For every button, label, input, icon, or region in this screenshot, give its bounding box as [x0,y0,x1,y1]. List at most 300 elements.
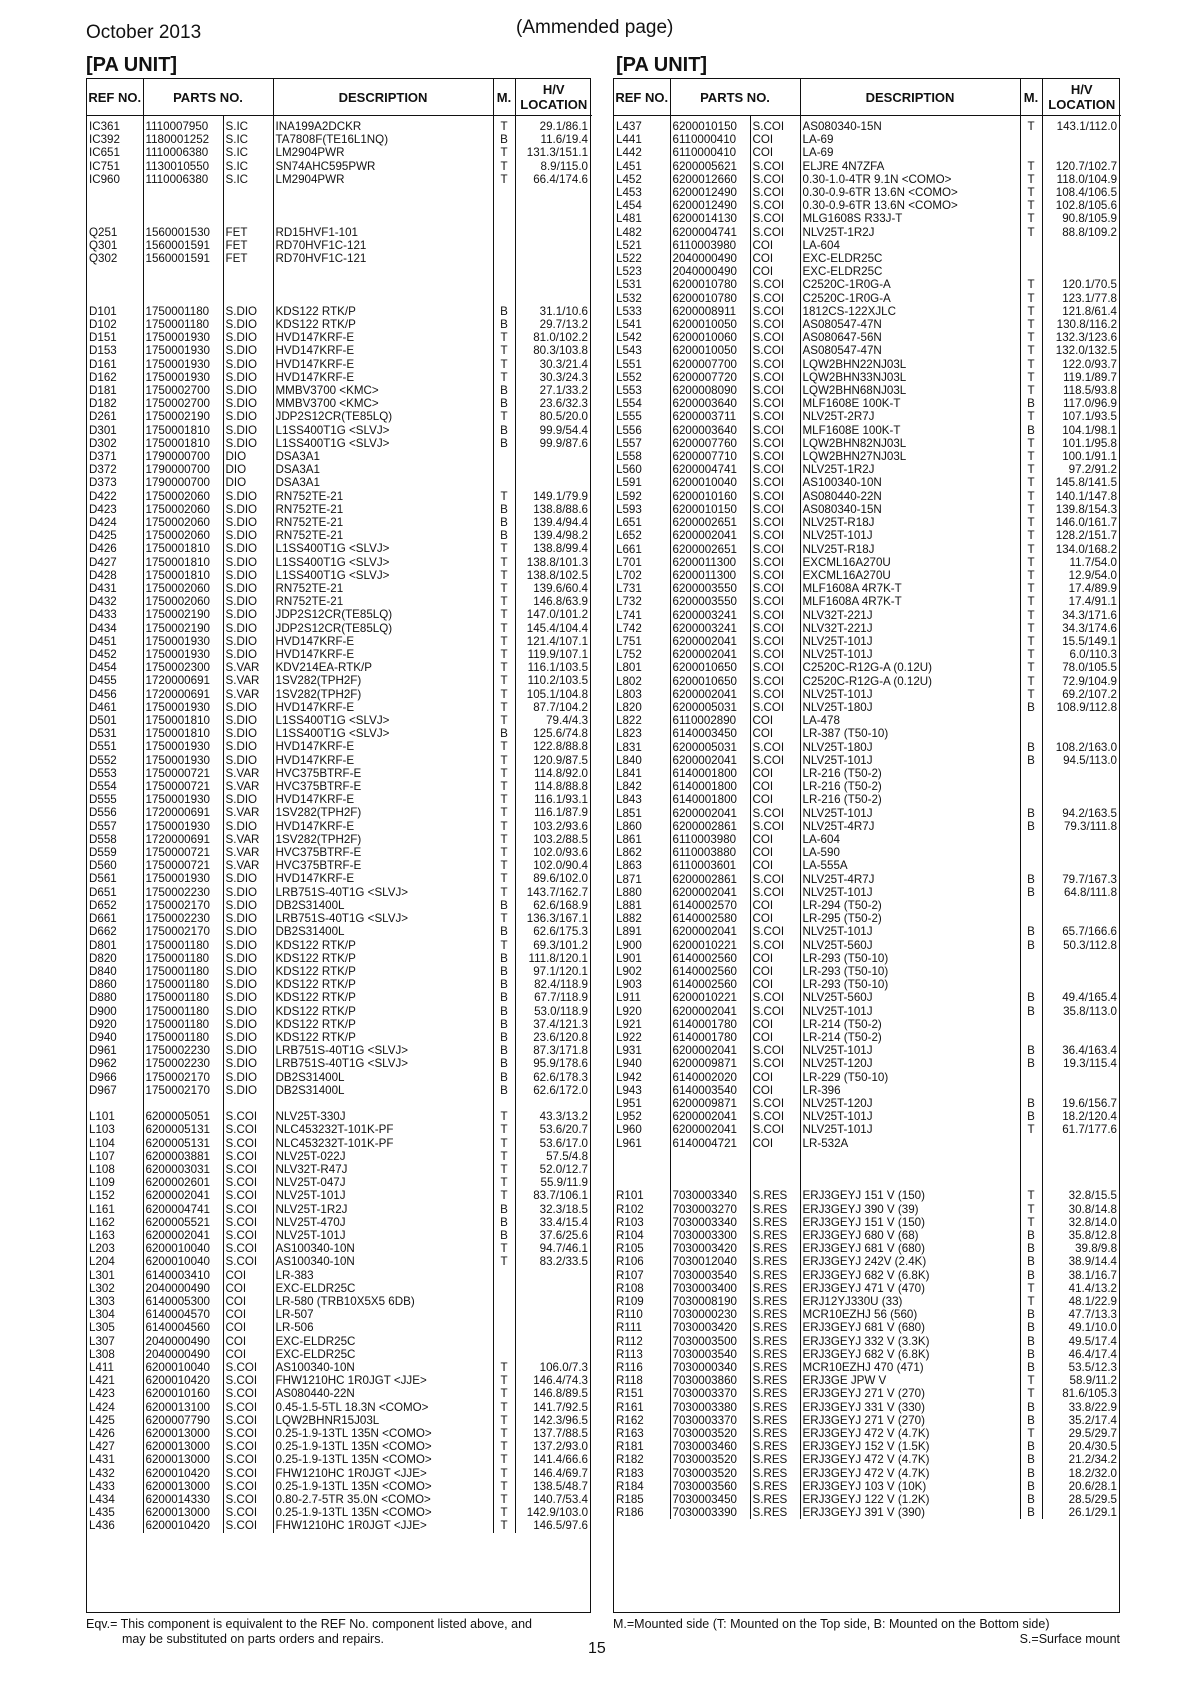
hv-location-cell: 61.7/177.6 [1062,1123,1118,1137]
description-cell: LRB751S-40T1G <SLVJ> [273,886,493,899]
mounted-side-cell: T [493,1163,515,1176]
parts-type-cell: S.DIO [223,331,273,344]
parts-no-cell: 1110007950 [143,116,223,134]
hv-location-cell: 30.3/21.4 [539,357,589,371]
description-cell [800,1176,1020,1189]
parts-type-cell: S.RES [750,1295,800,1308]
table-row [87,1071,592,1084]
ref-no-cell [87,212,143,225]
table-row [87,186,592,199]
mounted-side-cell: B [493,133,515,146]
parts-type-cell: COI [223,1269,273,1282]
ref-no-cell: L841 [614,767,670,780]
hv-location-cell: 46.4/17.4 [1068,1347,1118,1361]
parts-type-cell: S.IC [223,160,273,173]
mounted-side-cell: T [493,582,515,595]
parts-no-cell: 1750002230 [143,912,223,925]
ref-no-cell: L558 [614,450,670,463]
parts-type-cell: S.COI [750,1044,800,1057]
description-cell: EXC-ELDR25C [273,1335,493,1348]
description-cell: DB2S31400L [273,1071,493,1084]
mounted-side-cell: B [1020,1440,1042,1453]
table-row [87,1374,592,1387]
col-header-location: H/V LOCATION [515,79,592,116]
mounted-side-cell [1020,727,1042,740]
hv-location-cell [1042,239,1121,252]
table-header-row [87,79,592,116]
hv-location-cell: 50.3/112.8 [1063,938,1118,952]
ref-no-cell: D554 [87,780,143,793]
hv-location-cell: 23.6/120.8 [533,1030,589,1044]
parts-no-cell: 1750001930 [143,635,223,648]
hv-location-cell: 102.0/90.4 [533,859,589,873]
ref-no-cell: D551 [87,740,143,753]
table-row [87,978,592,991]
parts-no-cell: 1750001930 [143,740,223,753]
parts-type-cell: COI [750,146,800,159]
mounted-side-cell: T [493,635,515,648]
hv-location-cell [515,199,592,212]
hv-location-cell [515,1269,592,1282]
ref-no-cell: L961 [614,1137,670,1150]
table-row [614,410,1121,423]
ref-no-cell: R103 [614,1216,670,1229]
table-row [87,1084,592,1097]
hv-location-cell [515,252,592,265]
hv-location-cell: 123.1/77.8 [1062,291,1118,305]
mounted-side-cell: T [1020,635,1042,648]
hv-location-cell: 143.7/162.7 [526,885,589,899]
ref-no-cell: L453 [614,186,670,199]
description-cell: RN752TE-21 [273,529,493,542]
hv-location-cell: 138.8/101.3 [526,555,589,569]
hv-location-cell: 12.9/54.0 [1068,568,1118,582]
hv-location-cell [1042,978,1121,991]
ref-no-cell: R116 [614,1361,670,1374]
table-row [614,331,1121,344]
parts-type-cell: S.COI [750,160,800,173]
parts-type-cell: S.COI [750,397,800,410]
mounted-side-cell: B [1020,1005,1042,1018]
description-cell: 0.25-1.9-13TL 135N <COMO> [273,1453,493,1466]
parts-no-cell: 7030003540 [670,1348,750,1361]
hv-location-cell: 103.2/93.6 [533,819,589,833]
table-row [614,1255,1121,1268]
mounted-side-cell: T [493,886,515,899]
description-cell: DSA3A1 [273,476,493,489]
table-row [87,476,592,489]
table-row [614,1110,1121,1123]
hv-location-cell: 62.6/168.9 [533,898,589,912]
table-row [614,116,1121,134]
parts-type-cell: S.RES [750,1493,800,1506]
description-cell: LR-293 (T50-10) [800,978,1020,991]
hv-location-cell: 80.3/103.8 [533,344,589,358]
parts-type-cell: S.COI [750,701,800,714]
table-row [87,410,592,423]
description-cell: AS100340-10N [273,1361,493,1374]
hv-location-cell [1042,952,1121,965]
parts-type-cell: S.DIO [223,542,273,555]
table-row [87,965,592,978]
parts-no-cell: 6110000410 [670,146,750,159]
mounted-side-cell: B [493,437,515,450]
parts-type-cell: S.DIO [223,344,273,357]
table-row [614,476,1121,489]
mounted-side-cell: B [1020,939,1042,952]
description-cell: MLF1608E 100K-T [800,397,1020,410]
mounted-side-cell: B [1020,807,1042,820]
parts-no-cell: 1750001810 [143,542,223,555]
table-row [614,595,1121,608]
mounted-side-cell: T [493,344,515,357]
hv-location-cell [1042,767,1121,780]
mounted-side-cell: T [1020,595,1042,608]
hv-location-cell: 106.0/7.3 [539,1360,589,1374]
mounted-side-cell [493,265,515,278]
table-row [87,1361,592,1374]
parts-type-cell: COI [750,239,800,252]
parts-type-cell: S.COI [223,1255,273,1268]
ref-no-cell: D423 [87,503,143,516]
description-cell: LQW2BHNR15J03L [273,1414,493,1427]
table-row [87,1110,592,1123]
parts-type-cell: S.DIO [223,952,273,965]
description-cell: LRB751S-40T1G <SLVJ> [273,912,493,925]
parts-no-cell: 6200003550 [670,595,750,608]
parts-no-cell: 7030000230 [670,1308,750,1321]
mounted-side-cell: T [493,1110,515,1123]
ref-no-cell: L902 [614,965,670,978]
table-row [614,846,1121,859]
parts-no-cell: 6200002601 [143,1176,223,1189]
description-cell: LQW2BHN27NJ03L [800,450,1020,463]
ref-no-cell: D559 [87,846,143,859]
mounted-side-cell [493,212,515,225]
description-cell: DB2S31400L [273,925,493,938]
ref-no-cell [87,186,143,199]
hv-location-cell [515,212,592,225]
ref-no-cell: R111 [614,1321,670,1334]
parts-type-cell: S.DIO [223,556,273,569]
description-cell: NLC453232T-101K-PF [273,1137,493,1150]
table-row [87,1176,592,1189]
parts-no-cell: 6140001800 [670,780,750,793]
parts-type-cell: COI [750,727,800,740]
parts-type-cell: COI [750,1031,800,1044]
table-row [614,252,1121,265]
table-row [87,1057,592,1070]
parts-no-cell: 1750001180 [143,1018,223,1031]
hv-location-cell [1042,265,1121,278]
ref-no-cell: L452 [614,173,670,186]
parts-type-cell: S.RES [750,1229,800,1242]
parts-no-cell: 6140001800 [670,767,750,780]
description-cell: L1SS400T1G <SLVJ> [273,727,493,740]
parts-type-cell: S.COI [750,661,800,674]
description-cell: NLV25T-1R2J [800,463,1020,476]
mounted-side-cell: B [1020,1097,1042,1110]
parts-type-cell: COI [223,1295,273,1308]
mounted-side-cell [493,1282,515,1295]
description-cell: NLV25T-1R2J [800,226,1020,239]
parts-type-cell: S.RES [750,1255,800,1268]
description-cell: HVC375BTRF-E [273,846,493,859]
parts-no-cell: 7030000340 [670,1361,750,1374]
parts-type-cell [223,186,273,199]
table-row [87,384,592,397]
table-row [614,344,1121,357]
ref-no-cell: D425 [87,529,143,542]
ref-no-cell: L435 [87,1506,143,1519]
hv-location-cell [515,186,592,199]
table-row [614,780,1121,793]
parts-type-cell: S.COI [223,1427,273,1440]
description-cell: LQW2BHN33NJ03L [800,371,1020,384]
parts-type-cell: COI [223,1282,273,1295]
parts-no-cell: 1750002060 [143,595,223,608]
parts-no-cell: 6140002560 [670,978,750,991]
table-row [87,437,592,450]
hv-location-cell [515,239,592,252]
description-cell: HVD147KRF-E [273,820,493,833]
mounted-side-cell: B [493,899,515,912]
mounted-side-cell [493,476,515,489]
parts-no-cell: 1720000691 [143,674,223,687]
parts-type-cell: S.COI [223,1506,273,1519]
parts-no-cell: 7030003520 [670,1453,750,1466]
ref-no-cell: R162 [614,1414,670,1427]
ref-no-cell: L433 [87,1480,143,1493]
description-cell: NLV25T-101J [800,1044,1020,1057]
hv-location-cell: 41.4/13.2 [1068,1281,1118,1295]
hv-location-cell: 81.0/102.2 [533,331,589,345]
parts-no-cell: 6200010160 [670,490,750,503]
description-cell: NLV25T-120J [800,1057,1020,1070]
description-cell: L1SS400T1G <SLVJ> [273,424,493,437]
table-row [87,780,592,793]
parts-type-cell [223,212,273,225]
parts-type-cell: S.COI [750,305,800,318]
parts-type-cell: S.DIO [223,318,273,331]
parts-type-cell: S.DIO [223,635,273,648]
mounted-side-cell: T [493,1150,515,1163]
ref-no-cell: L425 [87,1414,143,1427]
table-row [614,675,1121,688]
parts-type-cell: S.RES [750,1189,800,1202]
description-cell: HVC375BTRF-E [273,780,493,793]
description-cell [273,199,493,212]
description-cell: MMBV3700 <KMC> [273,397,493,410]
table-row [614,873,1121,886]
hv-location-cell: 120.9/87.5 [533,753,589,767]
table-row [614,1335,1121,1348]
hv-location-cell: 23.6/32.3 [539,397,589,411]
table-row [87,846,592,859]
parts-type-cell: S.DIO [223,608,273,621]
description-cell: NLV25T-120J [800,1097,1020,1110]
description-cell: FHW1210HC 1R0JGT <JJE> [273,1374,493,1387]
parts-type-cell: S.COI [223,1229,273,1242]
hv-location-cell: 146.5/97.6 [533,1519,589,1533]
ref-no-cell: D900 [87,1005,143,1018]
parts-no-cell: 6200002041 [670,807,750,820]
ref-no-cell: L557 [614,437,670,450]
mounted-side-cell: T [493,1123,515,1136]
table-row [87,767,592,780]
mounted-side-cell: T [1020,622,1042,635]
description-cell: MLG1608S R33J-T [800,212,1020,225]
parts-no-cell: 6200007790 [143,1414,223,1427]
table-row [614,622,1121,635]
mounted-side-cell [1020,239,1042,252]
header-date: October 2013 [86,22,202,43]
parts-no-cell: 6200011300 [670,556,750,569]
parts-no-cell: 6200014330 [143,1493,223,1506]
description-cell: C2520C-R12G-A (0.12U) [800,675,1020,688]
description-cell: NLV25T-101J [800,635,1020,648]
parts-type-cell: S.COI [750,1110,800,1123]
description-cell: LQW2BHN22NJ03L [800,358,1020,371]
hv-location-cell: 142.3/96.5 [533,1413,589,1427]
table-row [87,1427,592,1440]
description-cell: NLV25T-2R7J [800,410,1020,423]
footer-mounted-note [613,1617,1120,1647]
parts-type-cell: COI [223,1348,273,1361]
description-cell: FHW1210HC 1R0JGT <JJE> [273,1519,493,1532]
parts-no-cell: 6200003031 [143,1163,223,1176]
mounted-side-cell: T [1020,476,1042,489]
table-row [614,1401,1121,1414]
table-row [614,133,1121,146]
description-cell: LA-69 [800,133,1020,146]
col-header-location: H/V LOCATION [1042,79,1121,116]
mounted-side-cell: T [493,1361,515,1374]
parts-no-cell: 6200005031 [670,741,750,754]
parts-no-cell: 1750001180 [143,978,223,991]
table-row [87,1282,592,1295]
description-cell: LM2904PWR [273,146,493,159]
parts-no-cell: 6200002041 [670,648,750,661]
table-row [87,278,592,291]
table-row [614,199,1121,212]
description-cell: ERJ3GEYJ 682 V (6.8K) [800,1348,1020,1361]
hv-location-cell: 37.6/25.6 [539,1228,589,1242]
parts-type-cell: S.COI [750,1123,800,1136]
hv-location-cell [1042,1137,1121,1150]
unit-title-left: [PA UNIT] [86,54,178,76]
mounted-side-cell: T [1020,1189,1042,1202]
table-row [614,1203,1121,1216]
parts-no-cell: 6200013000 [143,1506,223,1519]
parts-type-cell: S.DIO [223,622,273,635]
ref-no-cell: L592 [614,490,670,503]
description-cell: AS080647-56N [800,331,1020,344]
hv-location-cell: 83.7/106.1 [533,1189,589,1203]
description-cell: KDS122 RTK/P [273,1018,493,1031]
description-cell: HVD147KRF-E [273,344,493,357]
table-row [87,582,592,595]
hv-location-cell: 116.1/87.9 [534,806,589,820]
parts-type-cell: S.IC [223,116,273,134]
table-row [614,1387,1121,1400]
mounted-side-cell [1020,965,1042,978]
ref-no-cell: L152 [87,1189,143,1202]
ref-no-cell: L434 [87,1493,143,1506]
parts-type-cell: S.COI [750,754,800,767]
table-row [87,397,592,410]
hv-location-cell [1042,965,1121,978]
hv-location-cell [515,1295,592,1308]
description-cell: NLV25T-180J [800,701,1020,714]
description-cell: 0.80-2.7-5TR 35.0N <COMO> [273,1493,493,1506]
description-cell: NLV25T-101J [273,1229,493,1242]
table-row [614,741,1121,754]
hv-location-cell: 147.0/101.2 [526,608,589,622]
table-row [614,635,1121,648]
mounted-side-cell: B [493,397,515,410]
description-cell: L1SS400T1G <SLVJ> [273,714,493,727]
description-cell: MCR10EZHJ 56 (560) [800,1308,1020,1321]
description-cell: HVD147KRF-E [273,793,493,806]
col-header-parts: PARTS NO. [670,79,800,116]
table-row [614,371,1121,384]
parts-no-cell: 7030003540 [670,1269,750,1282]
description-cell: ERJ3GEYJ 390 V (39) [800,1203,1020,1216]
hv-location-cell: 20.4/30.5 [1068,1440,1118,1454]
mounted-side-cell: T [1020,199,1042,212]
hv-location-cell: 131.3/151.1 [526,146,589,160]
parts-type-cell: S.DIO [223,820,273,833]
parts-no-cell [143,278,223,291]
ref-no-cell: D880 [87,991,143,1004]
hv-location-cell: 57.5/4.8 [546,1149,589,1163]
parts-no-cell: 6110003880 [670,846,750,859]
description-cell: KDS122 RTK/P [273,305,493,318]
table-row [87,1493,592,1506]
table-row [614,939,1121,952]
description-cell: RN752TE-21 [273,595,493,608]
description-cell: LR-580 (TRB10X5X5 6DB) [273,1295,493,1308]
parts-type-cell: COI [223,1321,273,1334]
parts-type-cell: S.COI [750,688,800,701]
hv-location-cell: 117.0/96.9 [1063,397,1118,411]
parts-no-cell: 6200010040 [670,476,750,489]
description-cell: KDS122 RTK/P [273,978,493,991]
ref-no-cell: D302 [87,437,143,450]
parts-type-cell: S.COI [750,556,800,569]
parts-no-cell: 1750001180 [143,952,223,965]
mounted-side-cell: B [1020,1229,1042,1242]
hv-location-cell: 37.4/121.3 [533,1017,589,1031]
ref-no-cell: L308 [87,1348,143,1361]
description-cell: FHW1210HC 1R0JGT <JJE> [273,1467,493,1480]
table-row [614,1467,1121,1480]
parts-type-cell: COI [750,1018,800,1031]
hv-location-cell: 30.3/24.3 [539,370,589,384]
description-cell: ERJ3GEYJ 391 V (390) [800,1506,1020,1519]
table-row [614,212,1121,225]
ref-no-cell: D561 [87,872,143,885]
parts-type-cell: S.VAR [223,674,273,687]
hv-location-cell [515,476,592,489]
mounted-side-cell: T [493,820,515,833]
parts-type-cell: S.COI [750,516,800,529]
table-row [614,173,1121,186]
parts-type-cell: S.DIO [223,582,273,595]
parts-no-cell: 1750000721 [143,846,223,859]
description-cell: ERJ3GEYJ 472 V (4.7K) [800,1427,1020,1440]
